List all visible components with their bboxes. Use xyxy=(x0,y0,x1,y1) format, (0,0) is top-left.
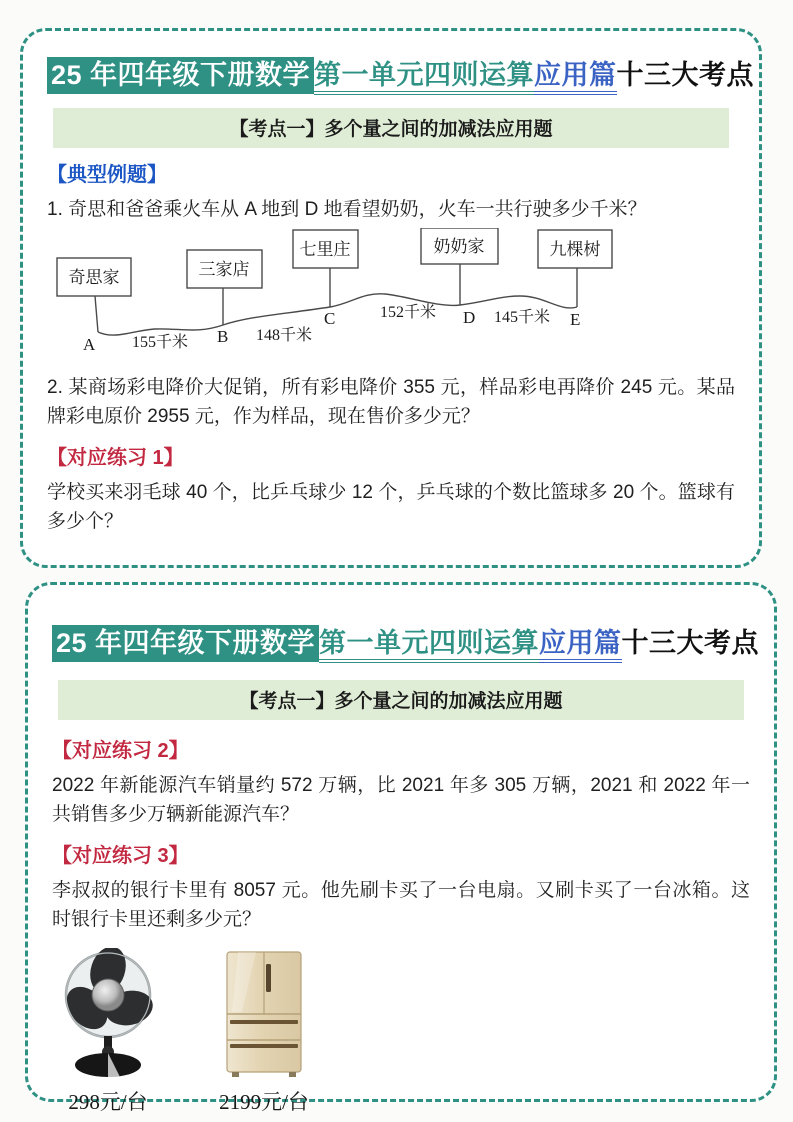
title-blue-segment: 应用篇 xyxy=(534,60,617,95)
fan-price: 298元/台 xyxy=(68,1090,148,1114)
question-2-text: 2. 某商场彩电降价大促销，所有彩电降价 355 元，样品彩电再降价 245 元。某品牌彩电原价 2955 元，作为样品，现在售价多少元？ xyxy=(47,377,735,427)
distance-label: 148千米 xyxy=(255,327,313,344)
station-label: 九棵树 xyxy=(549,240,601,259)
title-plain-segment: 十三大考点 xyxy=(621,628,760,658)
station-label: 三家店 xyxy=(198,260,250,279)
practice-3-heading: 【对应练习 3】 xyxy=(52,845,189,867)
practice-3-text: 李叔叔的银行卡里有 8057 元。他先刷卡买了一台电扇。又刷卡买了一台冰箱。这时银行卡里还剩多少元？ xyxy=(52,880,750,930)
question-1-text: 1. 奇思和爸爸乘火车从 A 地到 D 地看望奶奶，火车一共行驶多少千米？ xyxy=(47,199,647,220)
example-heading: 【典型例题】 xyxy=(47,164,167,186)
point-label: A xyxy=(83,335,96,354)
section-bar: 【考点一】多个量之间的加减法应用题 xyxy=(58,680,744,720)
title-plain-segment: 十三大考点 xyxy=(616,60,755,90)
worksheet-card-bottom xyxy=(25,582,777,1114)
route-diagram xyxy=(45,228,735,365)
title-teal-segment: 第一单元四则运算 xyxy=(319,628,539,663)
practice-2-text: 2022 年新能源汽车销量约 572 万辆，比 2021 年多 305 万辆，2021 和 2022 年一共销售多少万辆新能源汽车？ xyxy=(52,775,750,825)
station-label: 七里庄 xyxy=(299,240,351,259)
practice-1-heading: 【对应练习 1】 xyxy=(47,447,184,469)
section-bar: 【考点一】多个量之间的加减法应用题 xyxy=(53,108,729,148)
page-title xyxy=(47,53,755,92)
goods-row xyxy=(62,948,750,1116)
fan-image xyxy=(62,948,154,1080)
page-title xyxy=(52,621,760,660)
title-blue-segment: 应用篇 xyxy=(539,628,622,663)
distance-label: 145千米 xyxy=(493,309,551,326)
practice-2-heading: 【对应练习 2】 xyxy=(52,740,189,762)
worksheet-card-top xyxy=(20,28,762,568)
connector-a xyxy=(95,296,98,332)
point-label: C xyxy=(324,309,336,328)
station-label: 奶奶家 xyxy=(433,237,485,256)
fan-item xyxy=(62,948,154,1116)
route-diagram-svg xyxy=(45,228,670,360)
fridge-price: 2199元/台 xyxy=(219,1090,309,1114)
title-highlight: 25 年四年级下册数学 xyxy=(52,625,319,662)
point-label: B xyxy=(217,327,229,346)
point-label: E xyxy=(570,310,581,329)
practice-1-text: 学校买来羽毛球 40 个，比乒乓球少 12 个，乒乓球的个数比篮球多 20 个。篮球有多少个？ xyxy=(47,482,735,532)
title-teal-segment: 第一单元四则运算 xyxy=(314,60,534,95)
station-label: 奇思家 xyxy=(68,268,120,287)
fridge-item xyxy=(218,950,310,1116)
distance-label: 155千米 xyxy=(131,334,189,351)
point-label: D xyxy=(463,308,476,327)
fridge-image xyxy=(218,950,310,1080)
title-highlight: 25 年四年级下册数学 xyxy=(47,57,314,94)
distance-label: 152千米 xyxy=(379,304,437,321)
